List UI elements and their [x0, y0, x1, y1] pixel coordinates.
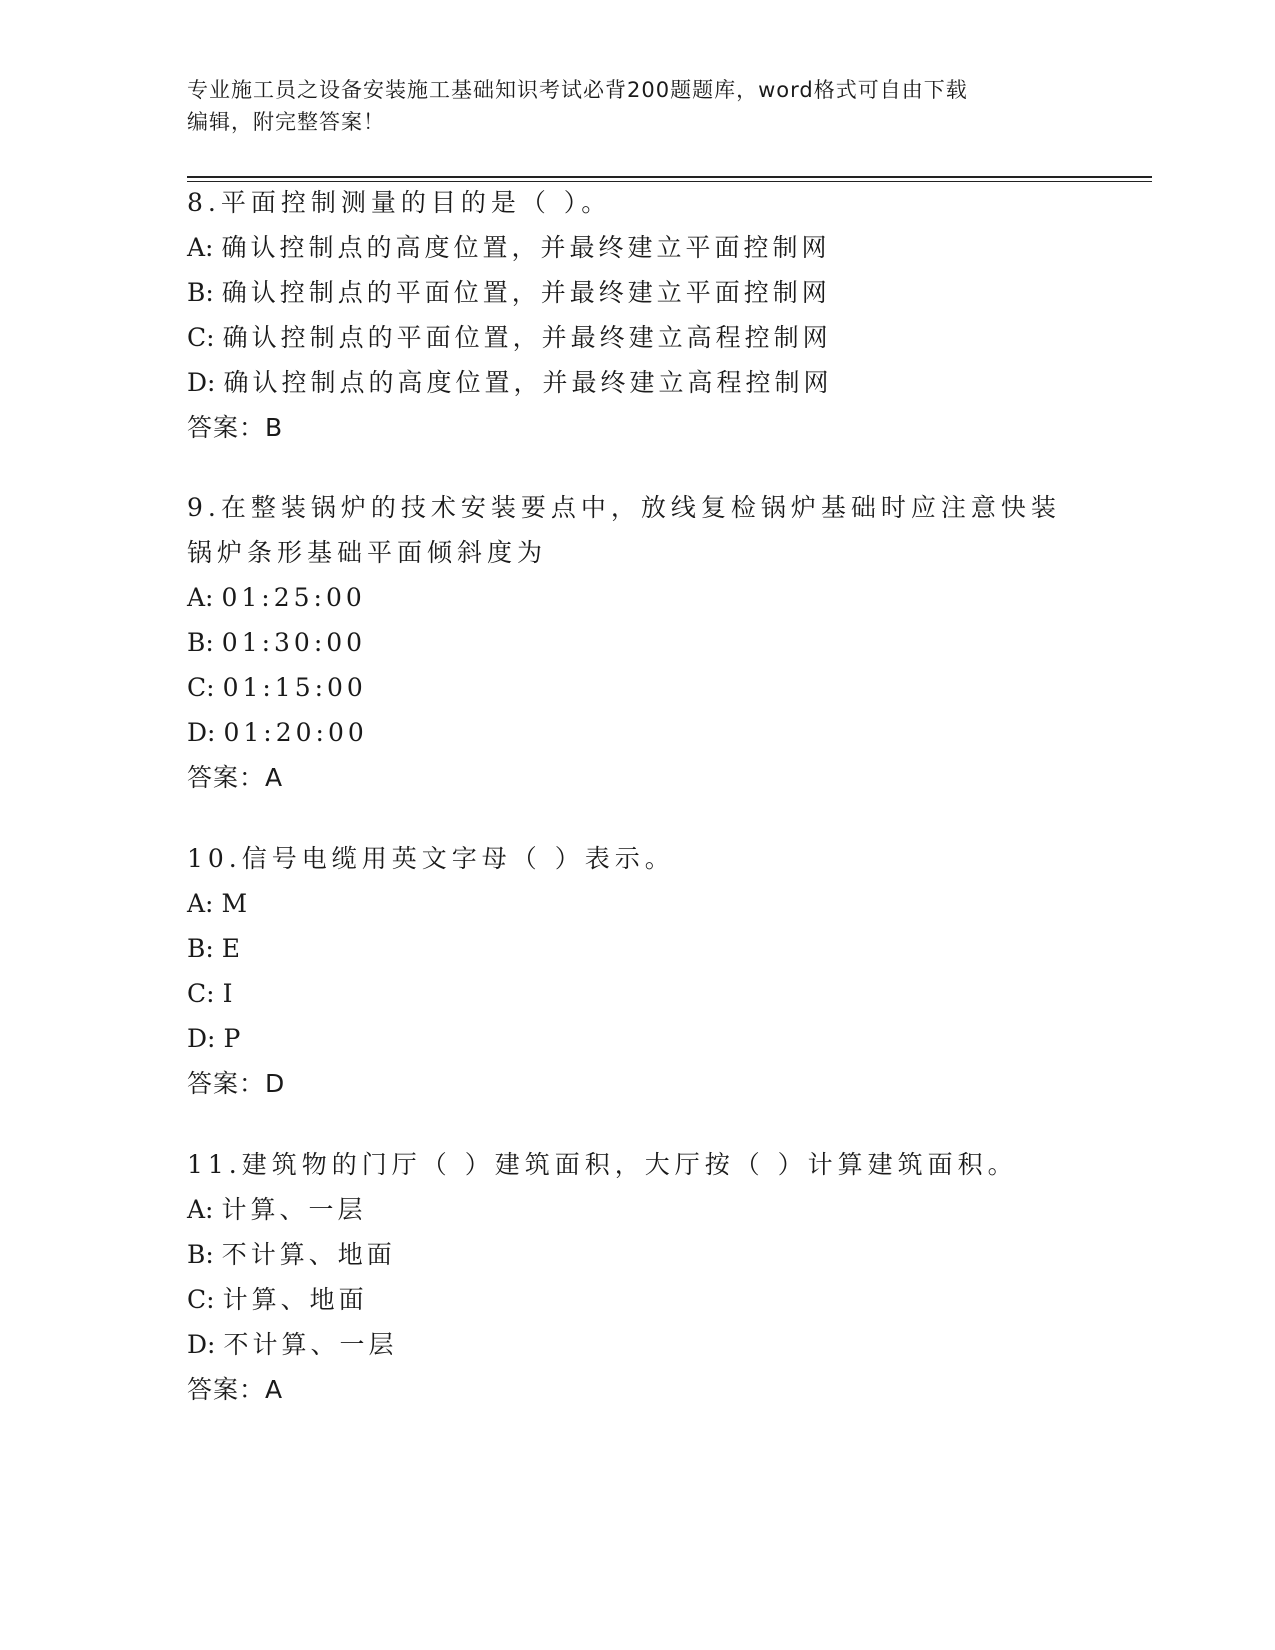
answer-label: 答案：	[187, 1375, 266, 1404]
option-text: E	[221, 934, 245, 963]
option-a	[187, 225, 1087, 270]
option-text: 01:15:00	[222, 673, 367, 702]
option-c	[187, 1277, 1087, 1322]
option-d	[187, 1016, 1087, 1061]
option-letter: A:	[187, 583, 214, 612]
answer-label: 答案：	[187, 413, 266, 442]
option-text: 确认控制点的高度位置，并最终建立高程控制网	[223, 368, 833, 397]
option-text: 不计算、地面	[221, 1240, 396, 1269]
option-letter: B:	[187, 1240, 214, 1269]
option-d	[187, 360, 1087, 405]
option-letter: B:	[187, 628, 214, 657]
option-letter: D:	[187, 1330, 216, 1359]
document-header	[187, 74, 1087, 138]
question-10	[187, 836, 1087, 1106]
option-letter: B:	[187, 278, 214, 307]
question-text	[187, 836, 1087, 881]
question-number: 9.	[187, 493, 221, 522]
option-a	[187, 881, 1087, 926]
header-title-line-2: 编辑，附完整答案！	[187, 110, 385, 134]
answer-value: B	[265, 413, 284, 442]
answer-label: 答案：	[187, 1069, 266, 1098]
answer-line	[187, 1367, 1087, 1412]
option-text: 确认控制点的高度位置，并最终建立平面控制网	[221, 233, 831, 262]
option-text: 确认控制点的平面位置，并最终建立高程控制网	[222, 323, 832, 352]
question-text	[187, 485, 1087, 575]
answer-line	[187, 755, 1087, 800]
question-11	[187, 1142, 1087, 1412]
option-text: 01:20:00	[223, 718, 368, 747]
option-a	[187, 1187, 1087, 1232]
option-b	[187, 926, 1087, 971]
header-title-line-1: 专业施工员之设备安装施工基础知识考试必背200题题库，word格式可自由下载	[187, 78, 968, 102]
answer-line	[187, 405, 1087, 450]
answer-line	[187, 1061, 1087, 1106]
option-b	[187, 620, 1087, 665]
option-letter: C:	[187, 673, 215, 702]
option-letter: D:	[187, 368, 216, 397]
option-letter: D:	[187, 1024, 216, 1053]
option-letter: A:	[187, 233, 214, 262]
option-text: 01:25:00	[221, 583, 366, 612]
question-stem: 平面控制测量的目的是（ ）。	[220, 188, 612, 217]
option-letter: B:	[187, 934, 214, 963]
answer-value: A	[265, 1375, 284, 1404]
option-text: 确认控制点的平面位置，并最终建立平面控制网	[221, 278, 831, 307]
option-d	[187, 710, 1087, 755]
option-a	[187, 575, 1087, 620]
answer-value: D	[265, 1069, 286, 1098]
option-b	[187, 1232, 1087, 1277]
option-text: M	[221, 889, 252, 918]
question-stem: 在整装锅炉的技术安装要点中，放线复检锅炉基础时应注意快装锅炉条形基础平面倾斜度为	[187, 493, 1061, 567]
question-number: 10.	[187, 844, 242, 873]
option-letter: C:	[187, 1285, 215, 1314]
option-c	[187, 665, 1087, 710]
option-c	[187, 971, 1087, 1016]
question-9	[187, 485, 1087, 800]
question-8	[187, 180, 1087, 450]
option-text: 不计算、一层	[223, 1330, 398, 1359]
option-letter: C:	[187, 323, 215, 352]
question-text	[187, 1142, 1087, 1187]
option-letter: D:	[187, 718, 216, 747]
option-c	[187, 315, 1087, 360]
option-text: 01:30:00	[221, 628, 367, 657]
option-letter: A:	[187, 889, 214, 918]
option-letter: C:	[187, 979, 215, 1008]
option-text: 计算、地面	[222, 1285, 368, 1314]
question-number: 11.	[187, 1150, 242, 1179]
question-number: 8.	[187, 188, 221, 217]
answer-value: A	[265, 763, 284, 792]
option-b	[187, 270, 1087, 315]
option-text: P	[223, 1024, 245, 1053]
question-stem: 信号电缆用英文字母（ ）表示。	[241, 844, 675, 873]
question-stem: 建筑物的门厅（ ）建筑面积，大厅按（ ）计算建筑面积。	[241, 1150, 1018, 1179]
option-text: I	[222, 979, 237, 1008]
option-letter: A:	[187, 1195, 214, 1224]
header-divider-thick	[187, 176, 1152, 178]
option-text: 计算、一层	[221, 1195, 367, 1224]
question-text	[187, 180, 1087, 225]
answer-label: 答案：	[187, 763, 266, 792]
option-d	[187, 1322, 1087, 1367]
